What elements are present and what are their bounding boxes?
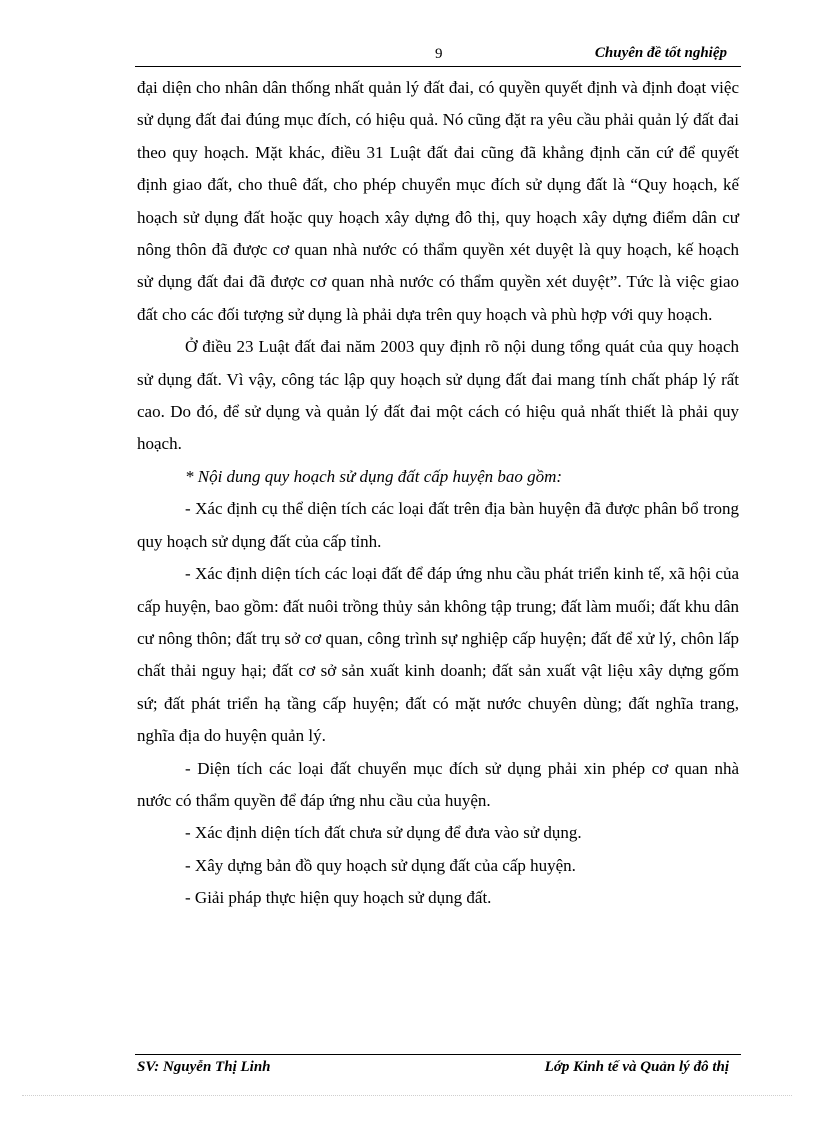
page-bottom-edge: [22, 1095, 792, 1096]
class-name: Lớp Kinh tế và Quản lý đô thị: [544, 1059, 729, 1075]
body-text: [137, 72, 739, 915]
page-number: 9: [435, 46, 443, 62]
page-footer: [135, 1054, 741, 1075]
document-title: Chuyên đề tốt nghiệp: [594, 45, 727, 61]
list-item: - Xác định diện tích đất chưa sử dụng để đưa vào sử dụng.: [185, 823, 582, 843]
paragraph-law-article-23: Ở điều 23 Luật đất đai năm 2003 quy định rõ nội dung tổng quát của quy hoạch sử dụng đất. Vì vậy, công tác lập quy hoạch sử dụng đất đai mang tính chất pháp lý rất cao. Do đó, để sử dụng và quản lý đất đai một cách có hiệu quả nhất thiết là phải quy hoạch.: [137, 337, 739, 454]
list-item: - Xác định diện tích các loại đất để đáp ứng nhu cầu phát triển kinh tế, xã hội của cấp huyện, bao gồm: đất nuôi trồng thủy sản không tập trung; đất làm muối; đất khu dân cư nông thôn; đất trụ sở cơ quan, công trình sự nghiệp cấp huyện; đất để xử lý, chôn lấp chất thải nguy hại; đất cơ sở sản xuất kinh doanh; đất sản xuất vật liệu xây dựng gốm sứ; đất phát triển hạ tầng cấp huyện; đất có mặt nước chuyên dùng; đất nghĩa trang, nghĩa địa do huyện quản lý.: [137, 564, 739, 746]
list-item: - Xây dựng bản đồ quy hoạch sử dụng đất của cấp huyện.: [185, 855, 576, 875]
list-item: - Giải pháp thực hiện quy hoạch sử dụng đất.: [185, 888, 492, 908]
list-item: - Xác định cụ thể diện tích các loại đất trên địa bàn huyện đã được phân bổ trong quy hoạch sử dụng đất của cấp tỉnh.: [137, 499, 739, 551]
section-heading-district-content: * Nội dung quy hoạch sử dụng đất cấp huyện bao gồm:: [185, 466, 563, 486]
list-item: - Diện tích các loại đất chuyển mục đích sử dụng phải xin phép cơ quan nhà nước có thẩm quyền để đáp ứng nhu cầu của huyện.: [137, 758, 739, 810]
page-header: [135, 44, 741, 67]
student-name: SV: Nguyễn Thị Linh: [137, 1059, 271, 1075]
paragraph-continuation: đại diện cho nhân dân thống nhất quản lý đất đai, có quyền quyết định và định đoạt việc sử dụng đất đai đúng mục đích, có hiệu quả. Nó cũng đặt ra yêu cầu phải quản lý đất đai theo quy hoạch. Mặt khác, điều 31 Luật đất đai cũng đã khẳng định căn cứ để quyết định giao đất, cho thuê đất, cho phép chuyển mục đích sử dụng đất là “Quy hoạch, kế hoạch sử dụng đất hoặc quy hoạch xây dựng đô thị, quy hoạch xây dựng điểm dân cư nông thôn đã được cơ quan nhà nước có thẩm quyền xét duyệt là quy hoạch, kế hoạch sử dụng đất đai đã được cơ quan nhà nước có thẩm quyền xét duyệt”. Tức là việc giao đất cho các đối tượng sử dụng là phải dựa trên quy hoạch và phù hợp với quy hoạch.: [137, 78, 739, 324]
